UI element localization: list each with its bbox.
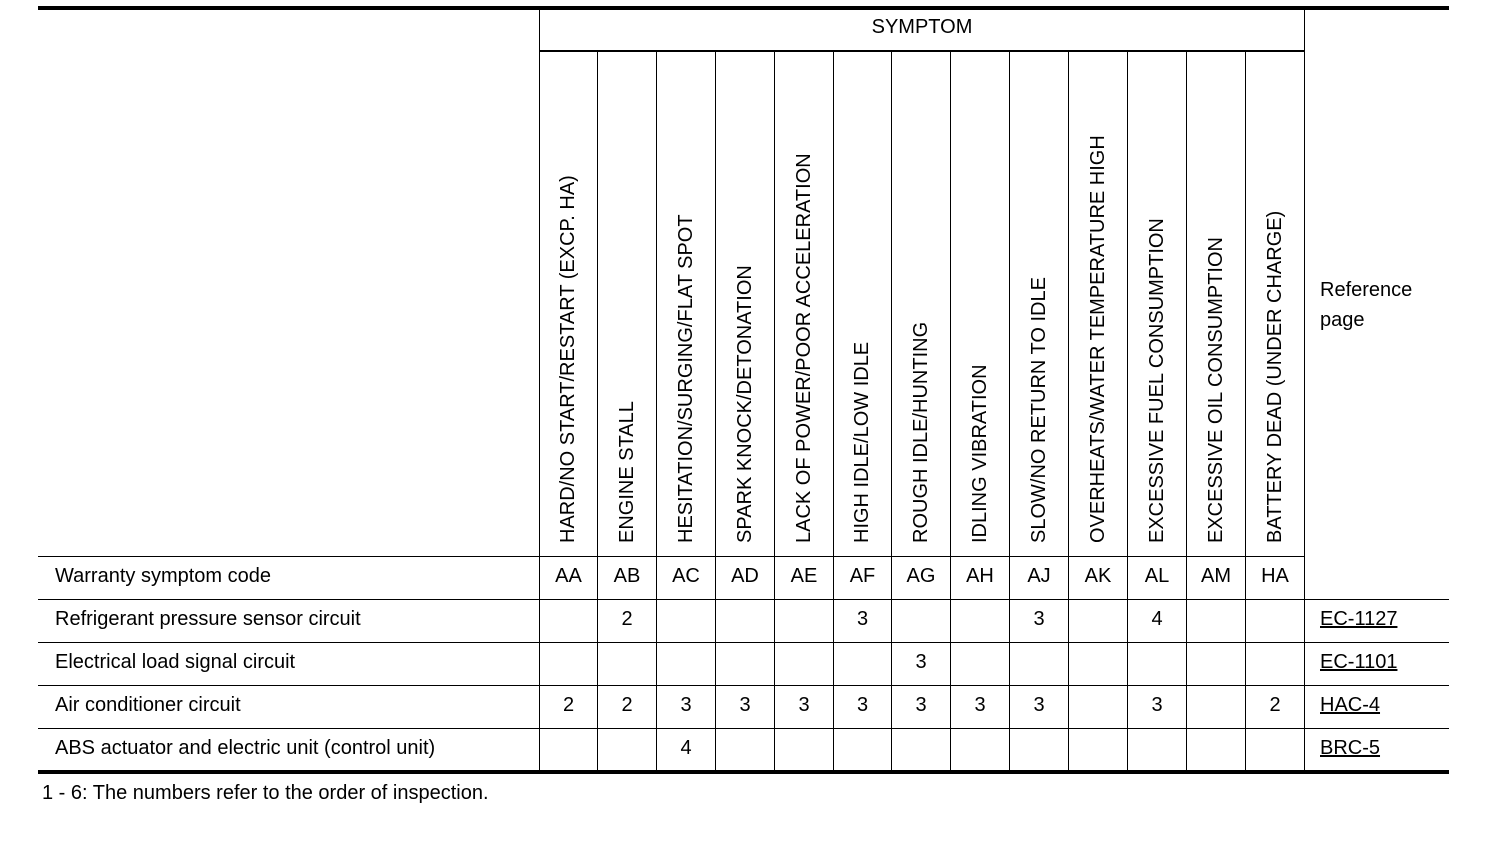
row-rule [38,685,1449,686]
col-rule [656,51,657,772]
row-rule [38,599,1449,600]
order-cell: 3 [739,694,751,716]
col-rule [833,51,834,772]
warranty-code: AK [1084,565,1112,587]
order-cell: 3 [680,694,692,716]
order-cell: 2 [562,694,575,716]
symptom-label: ENGINE STALL [616,401,638,543]
symptom-label: ROUGH IDLE/HUNTING [910,321,932,543]
col-rule [715,51,716,772]
symptom-label: SPARK KNOCK/DETONATION [734,265,756,543]
order-cell: 4 [680,737,692,759]
row-label: Refrigerant pressure sensor circuit [55,608,361,630]
order-cell: 3 [1033,608,1045,630]
warranty-code: AH [966,565,994,587]
order-cell: 3 [915,694,927,716]
symptom-label: BATTERY DEAD (UNDER CHARGE) [1264,210,1286,543]
symptom-label: EXCESSIVE OIL CONSUMPTION [1205,237,1227,543]
col-rule [950,51,951,772]
symptom-group-title: SYMPTOM [871,16,973,38]
symptom-group-rule [539,50,1305,52]
reference-link-cell [1320,693,1380,717]
order-cell: 3 [1033,694,1045,716]
warranty-code: AD [731,565,759,587]
header-bottom-rule [38,556,1305,557]
symptom-label: HESITATION/SURGING/FLAT SPOT [675,214,697,543]
reference-title-line1: Reference [1320,279,1413,301]
warranty-code: HA [1261,565,1289,587]
warranty-code: AL [1144,565,1170,587]
symptom-label: EXCESSIVE FUEL CONSUMPTION [1146,218,1168,543]
warranty-code: AE [790,565,818,587]
col-rule [597,51,598,772]
row-label: Electrical load signal circuit [55,651,296,673]
order-cell: 3 [798,694,810,716]
order-cell: 2 [621,608,633,630]
symptom-label: IDLING VIBRATION [969,364,991,543]
symptom-label: LACK OF POWER/POOR ACCELERATION [793,153,815,543]
symptom-label: HARD/NO START/RESTART (EXCP. HA) [557,175,579,543]
row-label: ABS actuator and electric unit (control unit) [55,737,436,759]
order-cell: 3 [974,694,986,716]
reference-link[interactable]: HAC-4 [1320,694,1381,716]
warranty-code: AC [672,565,700,587]
reference-page-header [1320,275,1412,335]
col-rule [1009,51,1010,772]
warranty-code: AB [613,565,641,587]
row-rule [38,728,1449,729]
col-rule [1186,51,1187,772]
warranty-code: AF [849,565,876,587]
table-top-rule [38,6,1449,10]
order-cell: 4 [1151,608,1163,630]
order-cell: 3 [856,694,869,716]
row-rule [38,642,1449,643]
warranty-code: AA [555,565,582,587]
symptom-label: SLOW/NO RETURN TO IDLE [1028,277,1050,543]
reference-link-cell [1320,650,1397,674]
reference-link[interactable]: EC-1127 [1320,608,1398,630]
order-cell: 3 [915,651,927,673]
warranty-code: AM [1201,565,1231,587]
reference-link-cell [1320,607,1397,631]
col-rule [1127,51,1128,772]
warranty-code: AG [906,565,936,587]
col-rule [1068,51,1069,772]
col-rule [1304,9,1305,772]
col-rule [539,9,540,772]
footnote: 1 - 6: The numbers refer to the order of inspection. [42,782,489,804]
order-cell: 2 [621,694,633,716]
order-cell: 2 [1269,694,1281,716]
symptom-label: OVERHEATS/WATER TEMPERATURE HIGH [1087,135,1109,543]
row-label: Air conditioner circuit [55,694,241,716]
order-cell: 3 [856,608,869,630]
reference-link[interactable]: BRC-5 [1320,737,1381,759]
reference-link[interactable]: EC-1101 [1320,651,1398,673]
order-cell: 3 [1151,694,1163,716]
reference-title-line2: page [1320,309,1365,331]
col-rule [1245,51,1246,772]
col-rule [774,51,775,772]
warranty-code: AJ [1027,565,1051,587]
symptom-label: HIGH IDLE/LOW IDLE [851,341,873,543]
reference-link-cell [1320,736,1380,760]
table-bottom-rule [38,770,1449,774]
warranty-row-label: Warranty symptom code [55,565,271,587]
